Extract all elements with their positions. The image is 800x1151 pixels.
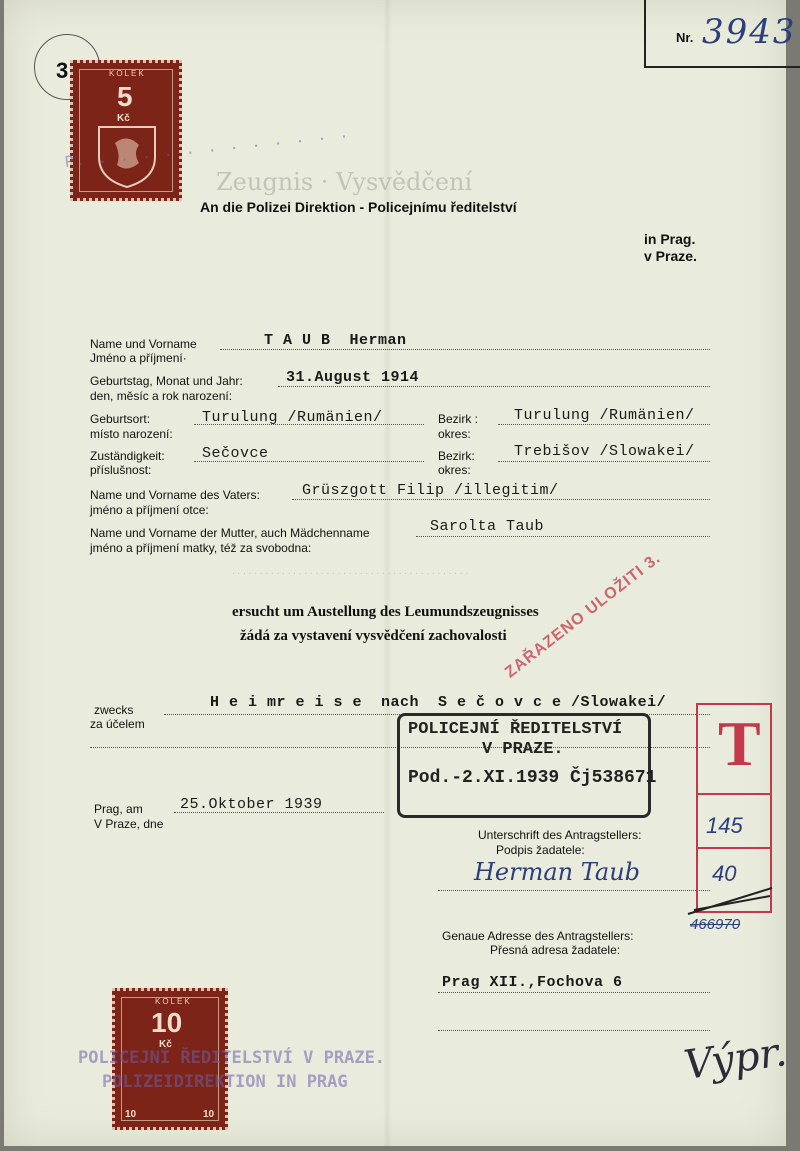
district1-label-de: Bezirk : (438, 412, 479, 426)
circle-number: 3 (56, 58, 69, 83)
name-value: T A U B Herman (264, 332, 407, 349)
red-box-num2: 40 (712, 861, 737, 886)
city-de: in Prag. (644, 231, 696, 247)
police-line3: Pod.-2.XI.1939 Čj538671 (408, 768, 657, 788)
name-dotline (220, 349, 710, 350)
domicile-label-cz: příslušnost: (90, 463, 152, 477)
district2-label-cz: okres: (438, 463, 471, 477)
stamp-value: 5 (117, 81, 133, 112)
date-value: 25.Oktober 1939 (180, 796, 323, 813)
father-value: Grüszgott Filip /illegitim/ (302, 482, 559, 499)
address-dotline (438, 992, 710, 993)
purpose-label-cz: za účelem (90, 717, 145, 731)
date-label-cz: V Praze, dne (94, 817, 164, 831)
purpose-value: H e i mr e i s e nach S e č o v c e /Slowakei/ (210, 694, 667, 711)
stamp-label: KOLEK (155, 997, 192, 1006)
red-box-stamp (696, 703, 772, 913)
name-label-cz: Jméno a příjmení· (90, 351, 187, 365)
ghost-text: Zeugnis · Vysvědčení (216, 168, 473, 196)
police-line2: V PRAZE. (482, 740, 564, 759)
crossed-number: 466970 (690, 916, 741, 933)
signature-label-de: Unterschrift des Antragstellers: (478, 828, 642, 842)
mother-label-de: Name und Vorname der Mutter, auch Mädchenname (90, 526, 370, 540)
stamp-corner-right: 10 (203, 1109, 215, 1120)
birthdate-value: 31.August 1914 (286, 369, 420, 386)
birthdate-label-de: Geburtstag, Monat und Jahr: (90, 374, 243, 388)
stamp-label: KOLEK (109, 69, 146, 78)
mother-value: Sarolta Taub (430, 518, 545, 535)
signature-label-cz: Podpis žadatele: (496, 843, 585, 857)
district1-value: Turulung /Rumänien/ (514, 407, 695, 424)
violet-stamp-line2: POLIZEIDIREKTION IN PRAG (102, 1072, 348, 1092)
date-label-de: Prag, am (94, 802, 143, 816)
address-label-cz: Přesná adresa žadatele: (490, 943, 621, 957)
nr-value: 3943 (702, 12, 797, 52)
district2-label-de: Bezirk: (438, 449, 475, 463)
ghost-text-2: . . . . . . . . . . . . . . . . . . . . . . . . . . . . . . . . . . . . . . . . . . . (232, 566, 469, 577)
stamp-value: 10 (151, 1007, 183, 1038)
birthplace-value: Turulung /Rumänien/ (202, 409, 383, 426)
red-diagonal-stamp: ZAŘAZENO ULOŽITI 3. (502, 549, 665, 682)
nr-label: Nr. (676, 30, 694, 45)
revenue-stamp-5 (70, 60, 182, 201)
document-page (4, 0, 797, 1146)
police-line1: POLICEJNÍ ŘEDITELSTVÍ (408, 720, 623, 739)
stamp-unit: Kč (159, 1039, 172, 1050)
address-label-de: Genaue Adresse des Antragstellers: (442, 929, 634, 943)
birthdate-dotline (278, 386, 710, 387)
mother-dotline (416, 536, 710, 537)
violet-stamp-line1: POLICEJNÍ ŘEDITELSTVÍ V PRAZE. (78, 1048, 386, 1068)
stamp-unit: Kč (117, 113, 130, 124)
address-dotline-2 (438, 1030, 710, 1031)
birthplace-label-de: Geburtsort: (90, 412, 151, 426)
police-stamp (397, 713, 657, 818)
signature-dotline (438, 890, 710, 891)
request-cz: žádá za vystavení vysvědčení zachovalosti (240, 628, 507, 644)
district2-dotline (498, 461, 710, 462)
address-line: An die Polizei Direktion - Policejnímu ředitelství (200, 199, 517, 215)
red-letter-t: T (718, 708, 761, 779)
purpose-label-de: zwecks (94, 703, 134, 717)
birthdate-label-cz: den, měsíc a rok narození: (90, 389, 233, 403)
name-label-de: Name und Vorname (90, 337, 197, 351)
district2-value: Trebišov /Slowakei/ (514, 443, 695, 460)
mother-label-cz: jméno a příjmení matky, též za svobodna: (90, 541, 312, 555)
violet-top-stamp: P. . . . . . . . . . . . . (63, 123, 351, 171)
request-de: ersucht um Austellung des Leumundszeugnisses (232, 604, 539, 620)
father-label-de: Name und Vorname des Vaters: (90, 488, 260, 502)
strike-lines-icon (684, 884, 776, 918)
red-box-num1: 145 (706, 813, 743, 838)
stamp-corner-left: 10 (125, 1109, 137, 1120)
father-label-cz: jméno a příjmení otce: (90, 503, 209, 517)
initials-mark: Výpr. (681, 1029, 790, 1089)
city-cz: v Praze. (644, 248, 697, 264)
domicile-label-de: Zuständigkeit: (90, 449, 165, 463)
district1-label-cz: okres: (438, 427, 471, 441)
address-value: Prag XII.,Fochova 6 (442, 974, 623, 991)
signature-value: Herman Taub (474, 858, 641, 886)
domicile-value: Sečovce (202, 445, 269, 462)
birthplace-label-cz: místo narození: (90, 427, 173, 441)
father-dotline (292, 499, 710, 500)
district1-dotline (498, 424, 710, 425)
